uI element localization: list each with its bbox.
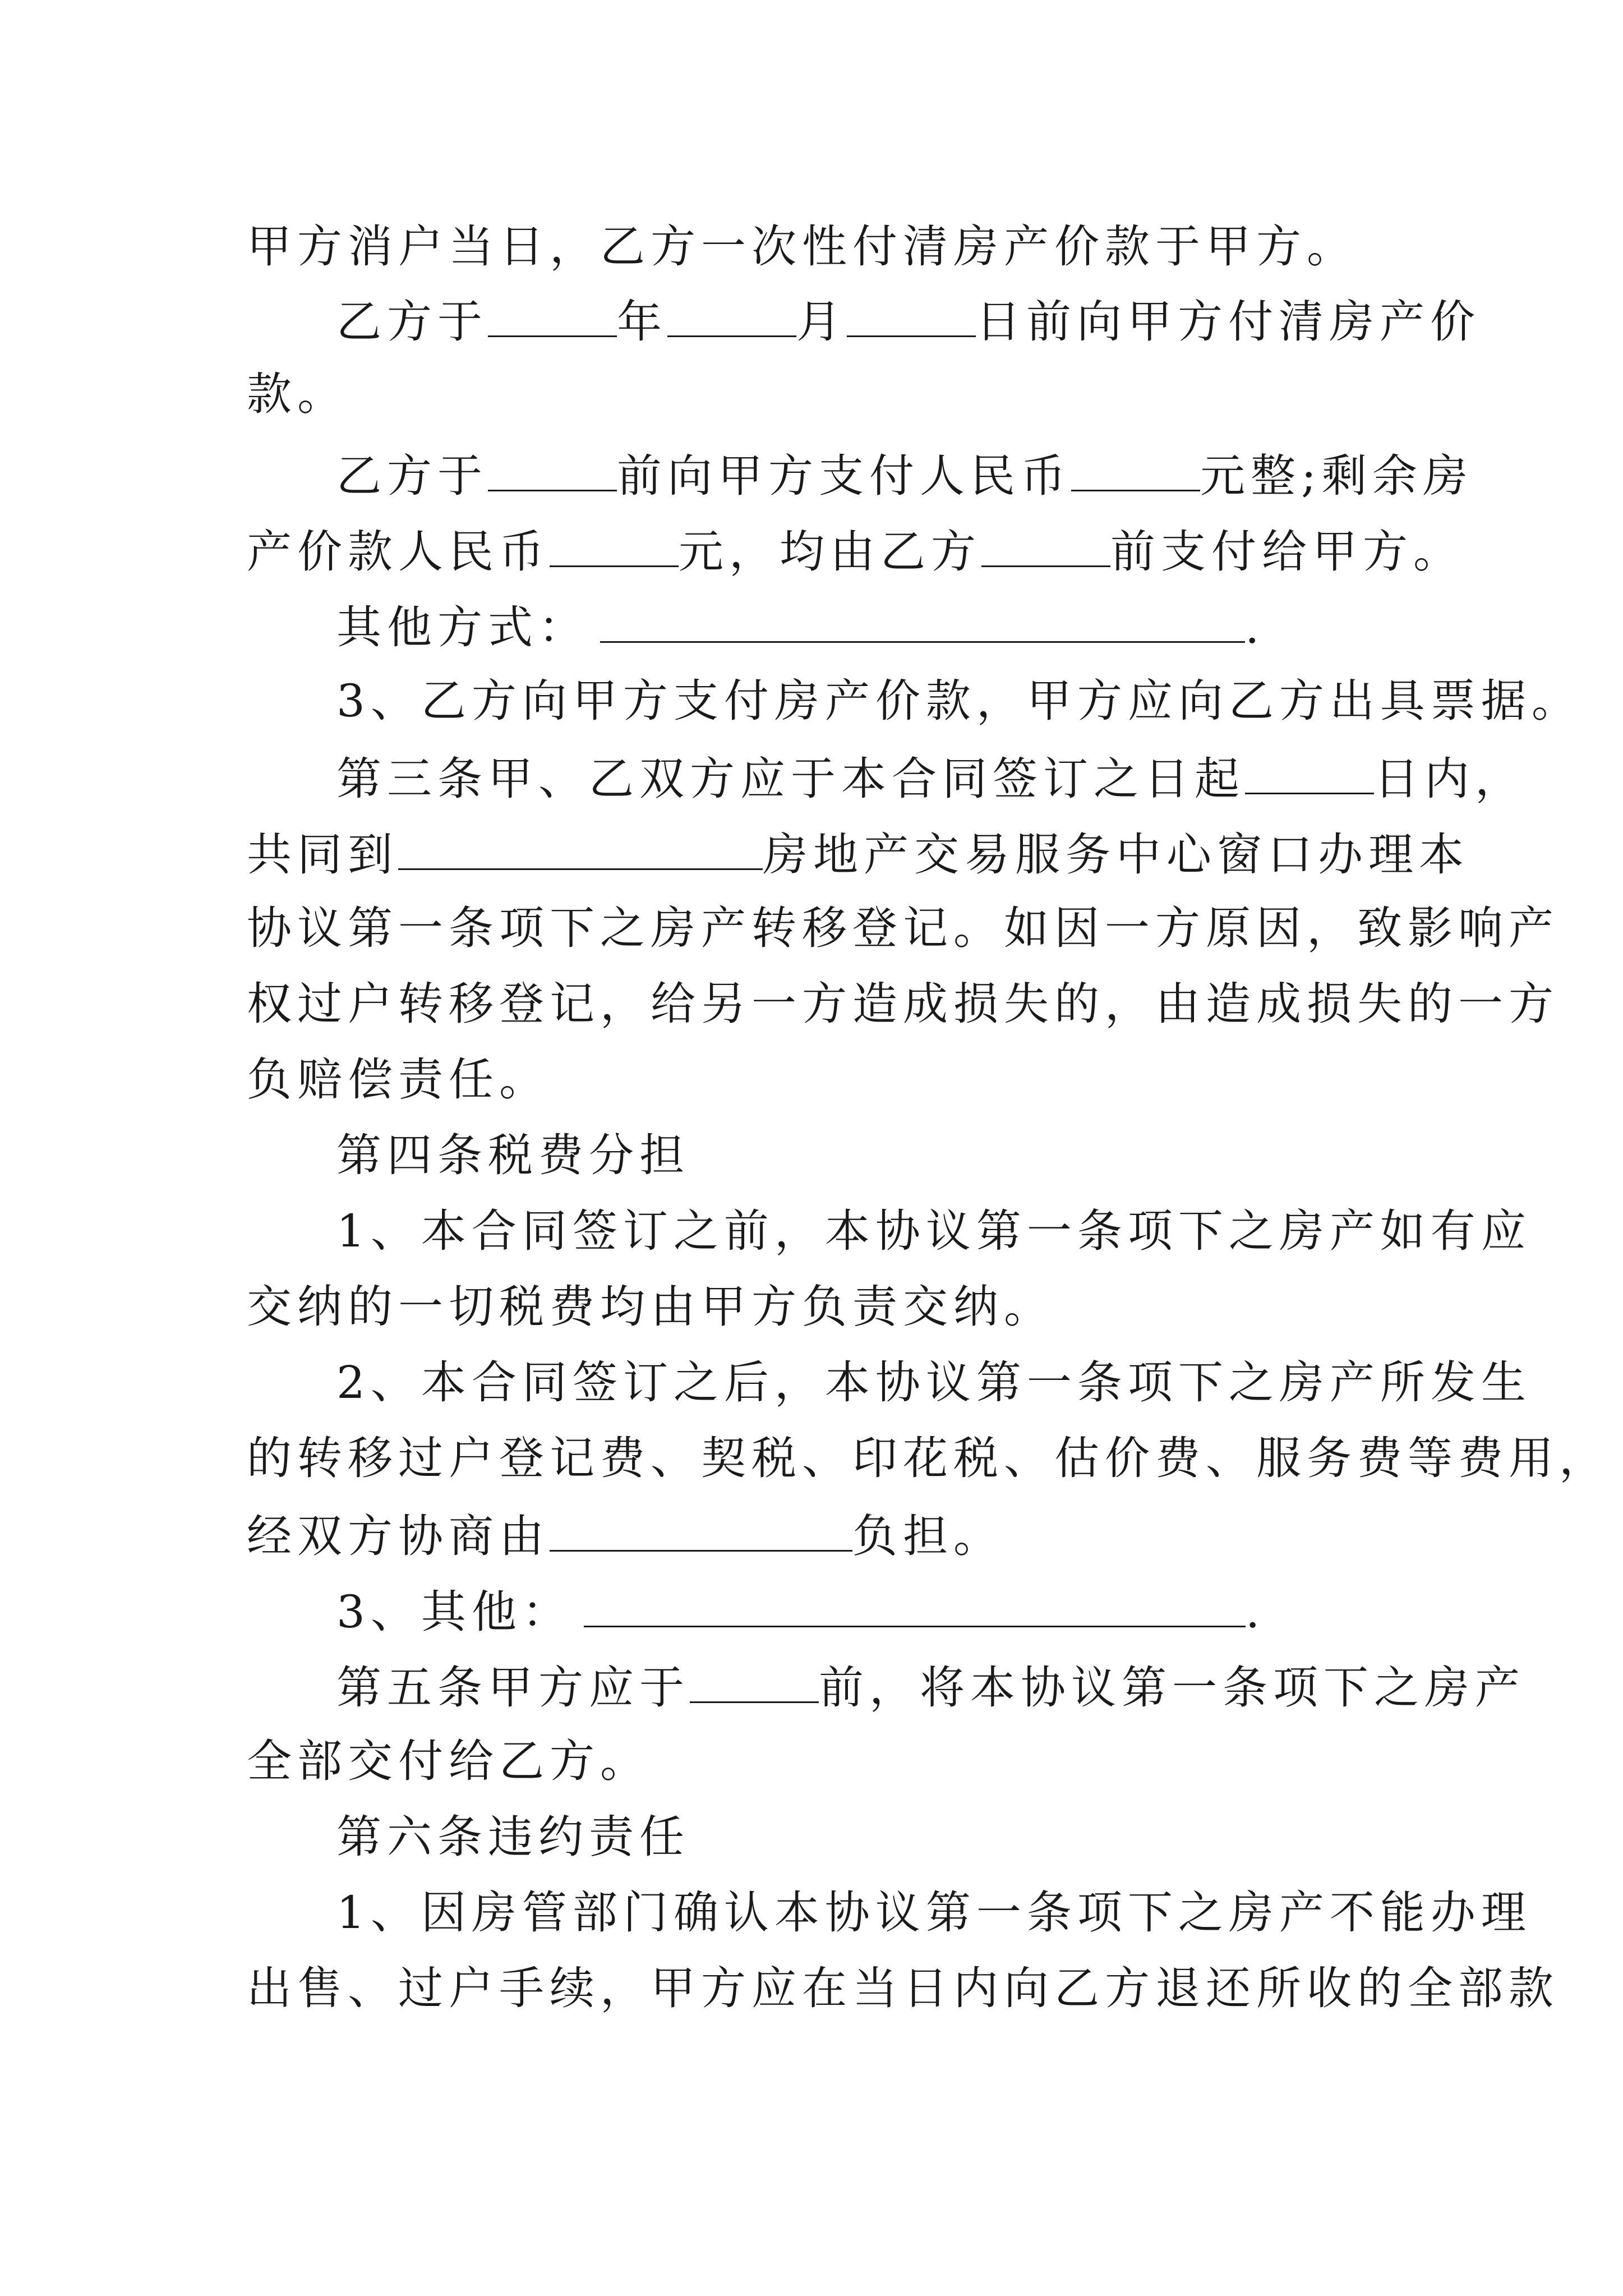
fill-blank xyxy=(847,292,976,337)
text-line xyxy=(247,976,1559,1032)
text: 3、乙方向甲方支付房产价款，甲方应向乙方出具票据。 xyxy=(336,675,1582,727)
text: 负赔偿责任。 xyxy=(247,1053,550,1106)
text-line xyxy=(247,1279,1054,1335)
text: . xyxy=(1245,1586,1266,1638)
text: 的转移过户登记费、契税、印花税、估价费、服务费等费用， xyxy=(247,1432,1610,1484)
text: . xyxy=(1245,601,1265,654)
text: 负担。 xyxy=(852,1510,1004,1562)
text: 前向甲方支付人民币 xyxy=(617,450,1071,502)
text: 前支付给甲方。 xyxy=(1110,526,1464,578)
text: 甲方消户当日，乙方一次性付清房产价款于甲方。 xyxy=(247,220,1357,273)
fill-blank xyxy=(981,522,1110,567)
text-line xyxy=(247,1961,1559,2017)
text: 年 xyxy=(617,296,667,348)
fill-blank xyxy=(600,597,1245,643)
text-line xyxy=(247,522,1464,578)
text-line xyxy=(247,219,1357,275)
text-line xyxy=(247,1052,550,1108)
text: 款。 xyxy=(247,368,348,420)
text: 出售、过户手续，甲方应在当日内向乙方退还所收的全部款 xyxy=(247,1962,1559,2014)
text: 乙方于 xyxy=(336,450,488,502)
fill-blank xyxy=(690,1658,819,1703)
fill-blank xyxy=(398,825,763,870)
text: 协议第一条项下之房产转移登记。如因一方原因，致影响产 xyxy=(247,902,1559,954)
text: 第六条违约责任 xyxy=(336,1811,690,1863)
text-line xyxy=(247,825,1469,881)
text: 产价款人民币 xyxy=(247,526,550,578)
text: 其他方式： xyxy=(336,601,589,654)
text-line xyxy=(336,1885,1532,1941)
text: 日内， xyxy=(1374,753,1525,805)
text: 第四条税费分担 xyxy=(336,1129,690,1181)
text: 元整;剩余房 xyxy=(1200,450,1473,502)
text-line xyxy=(247,1733,651,1789)
text: 前，将本协议第一条项下之房产 xyxy=(819,1662,1525,1714)
text: 房地产交易服务中心窗口办理本 xyxy=(763,829,1469,881)
text: 交纳的一切税费均由甲方负责交纳。 xyxy=(247,1281,1054,1333)
text-line xyxy=(247,1430,1610,1487)
text: 乙方于 xyxy=(336,296,488,348)
text: 权过户转移登记，给另一方造成损失的，由造成损失的一方 xyxy=(247,978,1559,1030)
text: 第五条甲方应于 xyxy=(336,1662,690,1714)
text-line xyxy=(336,749,1525,805)
text-line xyxy=(336,1355,1532,1411)
text: 2、本合同签订之后，本协议第一条项下之房产所发生 xyxy=(336,1356,1532,1409)
text: 日前向甲方付清房产价 xyxy=(976,296,1481,348)
text-line xyxy=(247,900,1559,956)
text: 月 xyxy=(796,296,847,348)
text-line xyxy=(336,673,1582,729)
text: 1、因房管部门确认本协议第一条项下之房产不能办理 xyxy=(336,1887,1532,1939)
fill-blank xyxy=(488,446,617,491)
fill-blank xyxy=(584,1582,1246,1627)
text: 经双方协商由 xyxy=(247,1510,550,1562)
fill-blank xyxy=(1245,749,1374,794)
fill-blank xyxy=(488,292,617,337)
fill-blank xyxy=(550,1506,852,1552)
text: 3、其他： xyxy=(336,1586,573,1638)
text-line xyxy=(336,292,1481,348)
fill-blank xyxy=(667,292,796,337)
text-line xyxy=(336,597,1265,654)
text-line xyxy=(336,1203,1532,1259)
fill-blank xyxy=(550,522,679,567)
section-heading xyxy=(336,1809,690,1865)
section-heading xyxy=(336,1128,690,1184)
text: 第三条甲、乙双方应于本合同签订之日起 xyxy=(336,753,1245,805)
text-line xyxy=(247,366,348,422)
text-line xyxy=(336,1582,1265,1638)
text: 共同到 xyxy=(247,829,398,881)
text-line xyxy=(247,1506,1004,1562)
fill-blank xyxy=(1071,446,1200,491)
text-line xyxy=(336,1658,1525,1714)
text-line xyxy=(336,446,1473,502)
text: 全部交付给乙方。 xyxy=(247,1735,651,1787)
text: 1、本合同签订之前，本协议第一条项下之房产如有应 xyxy=(336,1205,1532,1257)
text: 元，均由乙方 xyxy=(679,526,981,578)
